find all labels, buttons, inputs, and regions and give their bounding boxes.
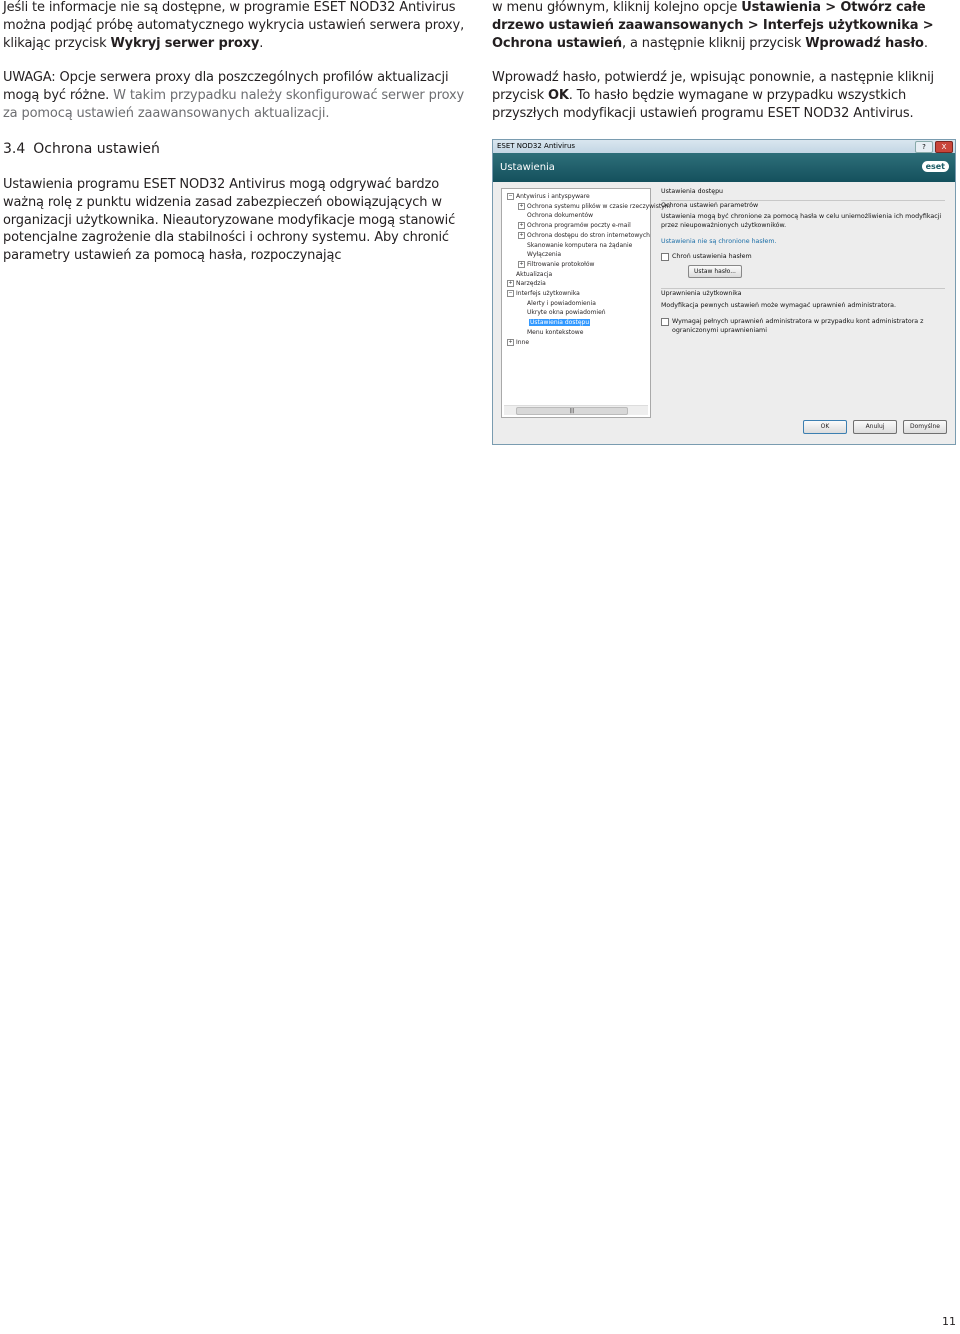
expand-icon[interactable]: + [519, 231, 524, 238]
note-text-1: Opcje serwera proxy dla poszczególnych profilów aktualizacji mogą być różne. [3, 70, 449, 104]
proxy-paragraph [3, 0, 471, 52]
collapse-icon[interactable]: − [508, 193, 513, 199]
protect-checkbox-label[interactable]: Chroń ustawienia hasłem [672, 252, 752, 260]
tree-item[interactable] [502, 260, 650, 270]
password-paragraph [492, 69, 954, 122]
protection-status: Ustawienia nie są chronione hasłem. [661, 238, 777, 245]
tree-horizontal-scrollbar[interactable] [504, 405, 648, 415]
window-title: ESET NOD32 Antivirus [497, 142, 576, 150]
tree-item-label[interactable]: Interfejs użytkownika [516, 290, 580, 298]
proxy-text: Jeśli te informacje nie są dostępne, w programie ESET NOD32 Antivirus można podjąć próbę automatycznego wykrycia ustawień serwera proxy, klikając przycisk [3, 0, 465, 51]
tree-item[interactable] [502, 338, 650, 348]
tree-item[interactable] [502, 318, 650, 328]
enter-password-label: Wprowadź hasło [805, 35, 924, 51]
eset-logo: eset [922, 161, 949, 172]
section-body [3, 176, 471, 265]
default-button[interactable]: Domyślne [903, 420, 947, 434]
instructions-paragraph [492, 0, 954, 52]
note-paragraph [3, 69, 471, 122]
tree-item-label[interactable]: Ochrona dostępu do stron internetowych [527, 231, 650, 239]
tree-item[interactable] [502, 270, 650, 280]
dialog-titlebar [493, 140, 955, 153]
dialog-footer [803, 420, 947, 434]
ok-label: OK [547, 88, 569, 104]
settings-dialog [492, 139, 956, 445]
dialog-header-title: Ustawienia [500, 162, 555, 173]
tree-item[interactable] [502, 279, 650, 289]
instr-text-2: , a następnie kliknij przycisk [622, 35, 806, 51]
detect-proxy-label: Wykryj serwer proxy [110, 35, 260, 51]
note-text-2: W takim przypadku należy skonfigurować serwer proxy za pomocą ustawień zaawansowanych aktualizacji. [3, 88, 465, 121]
section-number: 3.4 [3, 141, 26, 157]
protect-checkbox[interactable] [661, 253, 669, 261]
note-label: UWAGA: [3, 70, 56, 86]
rights-description: Modyfikacja pewnych ustawień może wymagać uprawnień administratora. [661, 301, 896, 309]
rights-checkbox[interactable] [661, 318, 669, 326]
left-column [3, 0, 471, 140]
set-password-button[interactable]: Ustaw hasło... [688, 265, 742, 278]
tree-item-label[interactable]: Ochrona programów poczty e-mail [527, 222, 631, 230]
expand-icon[interactable]: + [508, 280, 513, 287]
tree-item[interactable] [502, 299, 650, 309]
tree-item-label[interactable]: Narzędzia [516, 280, 546, 288]
pwd-text-1: Wprowadź hasło, potwierdź je, wpisując ponownie, a następnie kliknij przycisk [492, 70, 935, 104]
menu-path: Ustawienia > Otwórz całe drzewo ustawień zaawansowanych > Interfejs użytkownika > Ochrona ustawień [492, 0, 934, 51]
right-column [492, 0, 954, 140]
tree-item-label[interactable]: Filtrowanie protokołów [527, 260, 595, 268]
proxy-text-end: . [259, 35, 264, 51]
tree-item-label[interactable]: Inne [516, 338, 530, 346]
tree-item-label[interactable]: Ochrona systemu plików w czasie rzeczywistym [527, 202, 671, 210]
cancel-button[interactable]: Anuluj [853, 420, 897, 434]
tree-item[interactable] [502, 241, 650, 251]
tree-item-label[interactable]: Aktualizacja [516, 270, 553, 278]
instr-end: . [923, 35, 928, 51]
protect-checkbox-row[interactable] [661, 253, 945, 262]
tree-item-label[interactable]: Menu kontekstowe [527, 328, 584, 336]
section-title: Ochrona ustawień [33, 141, 160, 157]
instr-text-1: w menu głównym, kliknij kolejno opcje [492, 0, 742, 15]
settings-panel [661, 188, 945, 339]
pwd-text-2: . To hasło będzie wymagane w przypadku wszystkich przyszłych modyfikacji ustawień programu ESET NOD32 Antivirus. [492, 88, 914, 121]
tree-item-label[interactable]: Alerty i powiadomienia [527, 299, 596, 307]
dialog-header [493, 153, 955, 182]
help-icon[interactable]: ? [915, 141, 933, 153]
tree-item-label[interactable]: Ukryte okna powiadomień [527, 309, 606, 317]
rights-checkbox-row[interactable] [661, 318, 945, 335]
rights-group-title: Uprawnienia użytkownika [661, 290, 742, 297]
tree-item-label[interactable]: Skanowanie komputera na żądanie [527, 241, 633, 249]
page-number: 11 [942, 1315, 956, 1328]
collapse-icon[interactable]: − [508, 290, 513, 297]
section-body-text: Ustawienia programu ESET NOD32 Antivirus mogą odgrywać bardzo ważną rolę z punktu widzenia zasad zabezpieczeń obowiązujących w organizacji użytkownika. Nieautoryzowane modyfikacje mogą stanowić potencjalne zagrożenie dla stabilności i ochrony systemu. Aby chronić parametry ustawień za pomocą hasła, rozpoczynając [3, 177, 456, 264]
tree-item[interactable] [502, 211, 650, 221]
tree-item[interactable] [502, 289, 650, 299]
tree-item-label[interactable]: Wyłączenia [527, 251, 562, 259]
section-heading [3, 140, 160, 158]
settings-tree[interactable] [501, 188, 671, 418]
rights-group [661, 288, 945, 335]
tree-item[interactable] [502, 202, 671, 212]
access-group-title: Ustawienia dostępu [661, 188, 724, 195]
expand-icon[interactable]: + [519, 202, 524, 209]
tree-item[interactable] [502, 221, 650, 231]
scrollbar-thumb[interactable]: ||| [516, 407, 628, 415]
tree-item-label[interactable]: Ustawienia dostępu [530, 319, 590, 327]
tree-item[interactable] [502, 328, 650, 338]
tree-item-label[interactable]: Ochrona dokumentów [527, 212, 594, 220]
expand-icon[interactable]: + [519, 222, 524, 229]
tree-item-label[interactable]: Antywirus i antyspyware [516, 193, 590, 200]
ok-button[interactable]: OK [803, 420, 847, 434]
close-icon[interactable]: X [935, 141, 953, 153]
tree-items [502, 189, 671, 347]
expand-icon[interactable]: + [519, 260, 524, 267]
tree-item[interactable] [502, 250, 650, 260]
window-controls [915, 141, 953, 153]
tree-item[interactable] [502, 192, 650, 202]
protect-group [661, 200, 945, 279]
expand-icon[interactable]: + [508, 338, 513, 345]
rights-checkbox-label[interactable]: Wymagaj pełnych uprawnień administratora w przypadku kont administratora z ograniczonymi uprawnieniami [672, 318, 924, 334]
tree-item[interactable] [502, 231, 650, 241]
protect-description: Ustawienia mogą być chronione za pomocą hasła w celu uniemożliwienia ich modyfikacji przez nieupoważnionych użytkowników. [661, 213, 942, 229]
protect-group-title: Ochrona ustawień parametrów [661, 201, 759, 209]
tree-item[interactable] [502, 308, 650, 318]
